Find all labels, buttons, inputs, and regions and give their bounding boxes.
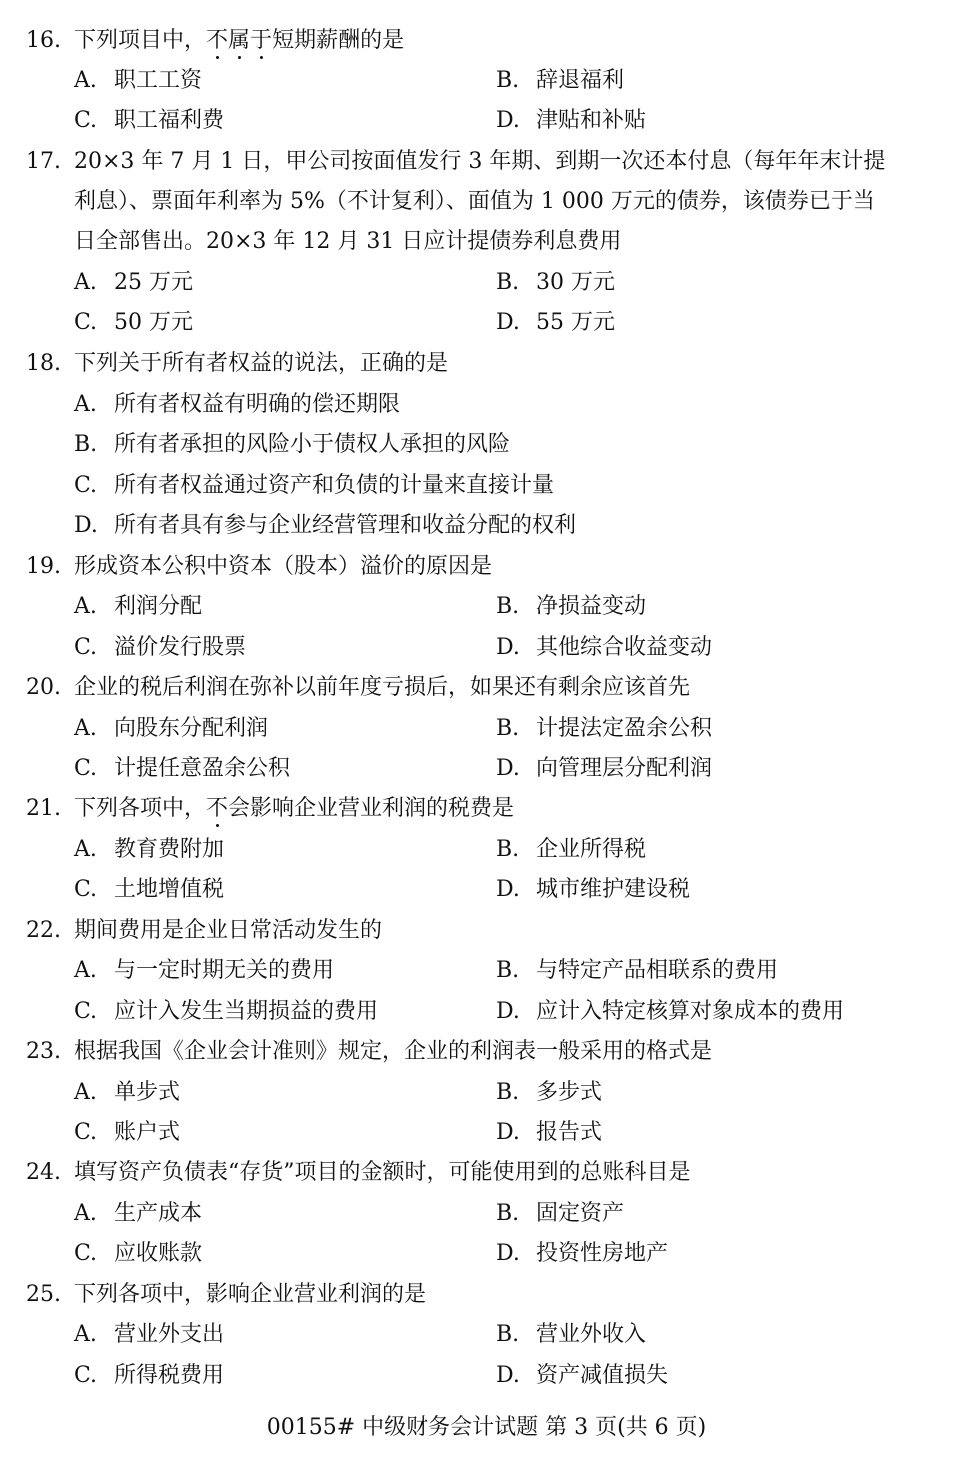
option-a (74, 951, 334, 991)
option-text: 所有者权益有明确的偿还期限 (114, 392, 401, 417)
emphasis-char: 不 (206, 21, 228, 61)
option-text: 津贴和补贴 (536, 108, 647, 133)
option-text: 职工工资 (114, 68, 203, 93)
option-label: B. (496, 1080, 520, 1105)
option-text: 向管理层分配利润 (536, 756, 713, 781)
option-c (74, 749, 290, 789)
question-stem: 企业的税后利润在弥补以前年度亏损后，如果还有剩余应该首先 (74, 675, 691, 700)
option-label: D. (496, 310, 520, 335)
option-d (496, 749, 712, 789)
stem-text: 下列各项中， (74, 796, 207, 821)
option-label: A. (74, 1322, 97, 1347)
option-a (74, 1073, 180, 1113)
option-label: C. (74, 1363, 98, 1388)
option-a (74, 587, 202, 627)
option-label: A. (74, 716, 97, 741)
stem-text: 短期薪酬的是 (272, 28, 405, 53)
option-label: D. (496, 756, 520, 781)
option-text: 50 万元 (114, 310, 193, 335)
options-row (0, 1315, 973, 1355)
question-17-stem-line (0, 142, 973, 182)
option-c (74, 870, 224, 910)
question-number: 19. (26, 554, 61, 579)
options-row (0, 870, 973, 910)
option-b (496, 951, 778, 991)
question-17-stem-line (0, 182, 973, 222)
option-a (74, 1315, 224, 1355)
option-b (74, 425, 510, 465)
option-text: 其他综合收益变动 (536, 635, 713, 660)
question-stem (74, 789, 514, 829)
option-text: 辞退福利 (536, 68, 625, 93)
option-d (496, 870, 690, 910)
options-row (0, 425, 973, 465)
option-text: 与一定时期无关的费用 (114, 958, 335, 983)
option-b (496, 709, 712, 749)
option-text: 所得税费用 (114, 1363, 225, 1388)
option-text: 净损益变动 (536, 594, 647, 619)
option-text: 营业外收入 (536, 1322, 647, 1347)
option-d (496, 1113, 602, 1153)
question-number: 22. (26, 918, 61, 943)
option-label: B. (496, 1322, 520, 1347)
option-label: D. (496, 999, 520, 1024)
option-text: 报告式 (536, 1120, 603, 1145)
question-23-stem-line (0, 1032, 973, 1072)
option-label: D. (496, 108, 520, 133)
option-label: D. (496, 1120, 520, 1145)
option-text: 账户式 (114, 1120, 181, 1145)
option-label: C. (74, 999, 98, 1024)
option-c (74, 1113, 180, 1153)
options-row (0, 466, 973, 506)
option-text: 所有者权益通过资产和负债的计量来直接计量 (114, 473, 555, 498)
option-c (74, 628, 246, 668)
option-label: A. (74, 958, 97, 983)
question-stem: 根据我国《企业会计准则》规定，企业的利润表一般采用的格式是 (74, 1039, 713, 1064)
question-number: 24. (26, 1160, 61, 1185)
option-text: 溢价发行股票 (114, 635, 247, 660)
options-row (0, 61, 973, 101)
question-16-stem-line (0, 21, 973, 61)
option-label: C. (74, 108, 98, 133)
options-row (0, 1234, 973, 1274)
question-19-stem-line (0, 547, 973, 587)
option-c (74, 101, 224, 141)
option-text: 所有者承担的风险小于债权人承担的风险 (114, 432, 511, 457)
option-label: C. (74, 635, 98, 660)
option-label: D. (74, 513, 98, 538)
option-label: B. (496, 68, 520, 93)
option-text: 多步式 (536, 1080, 603, 1105)
option-text: 计提任意盈余公积 (114, 756, 291, 781)
option-text: 30 万元 (536, 270, 615, 295)
options-row (0, 1356, 973, 1396)
option-label: C. (74, 1120, 98, 1145)
option-text: 向股东分配利润 (114, 716, 269, 741)
options-row (0, 263, 973, 303)
option-text: 55 万元 (536, 310, 615, 335)
option-text: 与特定产品相联系的费用 (536, 958, 779, 983)
option-label: B. (496, 1201, 520, 1226)
option-d (74, 506, 576, 546)
option-label: D. (496, 1241, 520, 1266)
question-number: 23. (26, 1039, 61, 1064)
option-a (74, 1194, 202, 1234)
option-label: B. (496, 837, 520, 862)
option-label: B. (496, 594, 520, 619)
option-text: 土地增值税 (114, 877, 225, 902)
option-label: A. (74, 270, 97, 295)
option-label: B. (496, 958, 520, 983)
option-c (74, 303, 193, 343)
option-label: B. (74, 432, 98, 457)
question-17-stem-line (0, 222, 973, 262)
stem-text: 会影响企业营业利润的税费是 (228, 796, 515, 821)
stem-text: 下列项目中， (74, 28, 207, 53)
question-stem: 填写资产负债表“存货”项目的金额时，可能使用到的总账科目是 (74, 1160, 691, 1185)
option-d (496, 303, 615, 343)
option-label: A. (74, 837, 97, 862)
options-row (0, 1073, 973, 1113)
options-row (0, 628, 973, 668)
options-row (0, 587, 973, 627)
option-label: D. (496, 635, 520, 660)
option-text: 教育费附加 (114, 837, 225, 862)
question-22-stem-line (0, 911, 973, 951)
question-25-stem-line (0, 1275, 973, 1315)
option-a (74, 830, 224, 870)
option-text: 投资性房地产 (536, 1241, 669, 1266)
option-b (496, 263, 615, 303)
options-row (0, 506, 973, 546)
option-text: 营业外支出 (114, 1322, 225, 1347)
option-b (496, 1073, 602, 1113)
emphasis-char: 属 (228, 21, 250, 61)
option-text: 资产减值损失 (536, 1363, 669, 1388)
question-18-stem-line (0, 344, 973, 384)
question-stem: 20×3 年 7 月 1 日，甲公司按面值发行 3 年期、到期一次还本付息（每年年末计提 (74, 149, 886, 174)
options-row (0, 385, 973, 425)
question-number: 17. (26, 149, 61, 174)
option-label: A. (74, 1080, 97, 1105)
question-20-stem-line (0, 668, 973, 708)
option-label: B. (496, 270, 520, 295)
option-d (496, 1234, 668, 1274)
emphasis-char: 不 (206, 789, 228, 829)
option-label: C. (74, 473, 98, 498)
option-label: C. (74, 756, 98, 781)
option-label: C. (74, 1241, 98, 1266)
option-text: 城市维护建设税 (536, 877, 691, 902)
option-a (74, 709, 268, 749)
question-stem: 形成资本公积中资本（股本）溢价的原因是 (74, 554, 493, 579)
options-row (0, 992, 973, 1032)
option-label: A. (74, 1201, 97, 1226)
question-number: 25. (26, 1282, 61, 1307)
options-row (0, 709, 973, 749)
option-b (496, 1315, 646, 1355)
page-footer: 00155# 中级财务会计试题 第 3 页(共 6 页) (266, 1415, 707, 1440)
option-b (496, 830, 646, 870)
option-text: 应收账款 (114, 1241, 203, 1266)
option-d (496, 628, 712, 668)
option-c (74, 1356, 224, 1396)
option-c (74, 1234, 202, 1274)
option-c (74, 466, 554, 506)
question-stem (74, 21, 404, 61)
option-d (496, 101, 646, 141)
option-label: A. (74, 392, 97, 417)
question-number: 18. (26, 351, 61, 376)
option-label: A. (74, 594, 97, 619)
question-number: 21. (26, 796, 61, 821)
option-label: A. (74, 68, 97, 93)
option-text: 单步式 (114, 1080, 181, 1105)
option-a (74, 263, 193, 303)
options-row (0, 1194, 973, 1234)
question-24-stem-line (0, 1153, 973, 1193)
emphasis-char: 于 (250, 21, 272, 61)
question-stem: 下列各项中，影响企业营业利润的是 (74, 1282, 427, 1307)
option-label: C. (74, 310, 98, 335)
options-row (0, 101, 973, 141)
option-a (74, 385, 400, 425)
question-stem-continued: 利息）、票面年利率为 5%（不计复利）、面值为 1 000 万元的债券，该债券已于当 (74, 189, 875, 214)
option-d (496, 992, 844, 1032)
question-stem-continued: 日全部售出。20×3 年 12 月 31 日应计提债券利息费用 (74, 229, 622, 254)
question-stem: 下列关于所有者权益的说法，正确的是 (74, 351, 449, 376)
option-b (496, 61, 624, 101)
options-row (0, 303, 973, 343)
option-text: 职工福利费 (114, 108, 225, 133)
options-row (0, 749, 973, 789)
options-row (0, 830, 973, 870)
option-label: D. (496, 877, 520, 902)
question-stem: 期间费用是企业日常活动发生的 (74, 918, 383, 943)
option-text: 25 万元 (114, 270, 193, 295)
option-text: 计提法定盈余公积 (536, 716, 713, 741)
option-text: 企业所得税 (536, 837, 647, 862)
option-text: 生产成本 (114, 1201, 203, 1226)
option-a (74, 61, 202, 101)
option-label: D. (496, 1363, 520, 1388)
question-21-stem-line (0, 789, 973, 829)
option-text: 利润分配 (114, 594, 203, 619)
option-text: 所有者具有参与企业经营管理和收益分配的权利 (114, 513, 577, 538)
option-label: C. (74, 877, 98, 902)
option-b (496, 587, 646, 627)
question-number: 20. (26, 675, 61, 700)
options-row (0, 951, 973, 991)
option-c (74, 992, 378, 1032)
option-text: 固定资产 (536, 1201, 625, 1226)
option-b (496, 1194, 624, 1234)
options-row (0, 1113, 973, 1153)
option-label: B. (496, 716, 520, 741)
option-d (496, 1356, 668, 1396)
question-number: 16. (26, 28, 61, 53)
option-text: 应计入发生当期损益的费用 (114, 999, 379, 1024)
option-text: 应计入特定核算对象成本的费用 (536, 999, 845, 1024)
